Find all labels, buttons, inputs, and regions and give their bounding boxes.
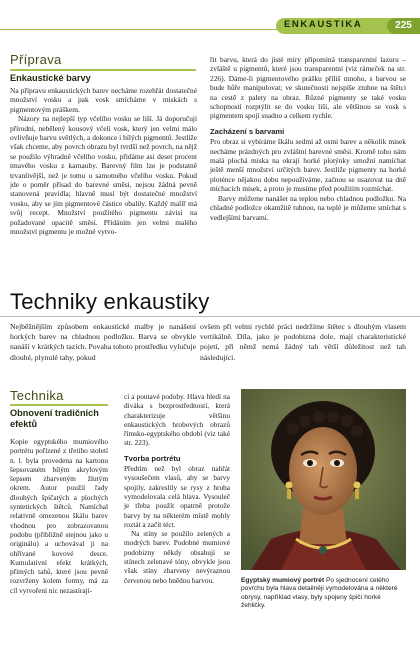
intro-left: Nejběžnějším způsobem enkaustické malby je nanášení horkých barev na chladnou podložku. Barva se obvykle nanáší v krátkých tazích. Povaha tohoto prostředku vylučuje dlouhé, plynulé tahy, pokud [10,322,196,362]
page-number: 225 [387,18,420,34]
subheading-enkausticke-barvy: Enkaustické barvy [10,73,91,83]
intro-right: ovšem při velmi rychlé práci nedržíme štětec s dlouhým vlasem vertikálně. Díla, jako je podobizna dole, mají charakteristické pojetí, při němž nemá žádný tah větší důležitost než tah následující. [200,322,406,362]
paragraph: Názory na nejlepší typ včelího vosku se liší. Já doporučuji přírodní, nebělený kousový včelí vosk, který jen velmi málo ovlivňuje barvu světlých, a dokonce i bílých pigmentů. Jestliže však chceme, aby povrch obrazu byl tvrdší než povrch, na nějž se použilo výhradně včelího vosku, přidáme asi deset procent tmavého vosku z karnauby. Barevný film lze je podstatně trvanlivější, než je tomu u samotného včelího vosku. Pokud jde o poměr přísad do barevné směsi, nejsou žádná pevně stanovená pravidla; hlavně musí být dostatečné množství vosku, aby se jím pigmentové částice obalily. Každý malíř má svůj recept. Množství použitého pigmentu závisí na požadované opacitě směsi. Přidáním jen velmi malého množství pigmentu je možné vytvo- [10,114,197,237]
title-rule [0,316,420,317]
subheading-tvorba-portretu: Tvorba portrétu [124,453,181,463]
technika-column-2 [124,392,230,585]
priprava-column-2 [210,55,406,222]
paragraph: Barvy můžeme nanášet na teplou nebo chladnou podložku. Na chladné podložce okamžitě tuhnou, na teplé je můžeme smíchat s vedlejšími barvami. [210,193,406,222]
section-heading-priprava: Příprava [10,52,62,67]
running-head: ENKAUSTIKA [284,19,363,30]
paragraph: cí a poutavé podoby. Hlava hledí na diváka s bezprostředností, která charakterizuje většinu enkaustických hrobových obrazů římsko-egyptského období (viz také str. 223). [124,392,230,448]
caption-text: Po sjednocení celého povrchu byla hlava detailněji vymodelována a některé obrysy, například vlasy, byly spojeny špičí horké žehličky. [241,577,398,610]
section-rule-priprava [10,69,196,71]
mummy-portrait-image [241,389,406,570]
priprava-column-1 [10,86,197,237]
paragraph: Pro obraz si vybíráme škálu sedmi až osmi barev a několik misek necháme prázdných pro zvláštní barevné směsi. Kromě toho nám malá plochá miska na okraji horké plotýnky umožní namíchat ještě menší množství určitých barev. Jestliže pigmenty na horké ploténce nějakou dobu nepoužíváme, začnou se usazovat na dně míchacích misek, a proto je musíme před použitím rozmíchat. [210,137,406,194]
caption-title: Egyptský mumiový portrét [241,577,325,584]
paragraph: řit barvu, která do jisté míry připomíná transparentní lazuru – zvláště u pigmentů, které jsou transparentní (viz rámeček na str. 226). Dáme-li pigmentového prášku příliš mnoho, s barvou se bude hůře manipulovat; ve skutečnosti nejspíše ztuhne na štětci na cestě z palety na obraz. Různé pigmenty se také vosku schopností rozptýlit se do vosku liší, ale většinou se vosk s pigmentem spojí snadno a celkem rychle. [210,55,406,121]
technika-column-1: Kopie egyptského mumiového portrétu pořízené z třetího století n. l. byla provedena na kartonu šepsovaném bílým akrylovým šepsem zbarveným žlutým okrem. Autor použil řady dlouhých špičatých a plochých syntetických štětců. Namíchal relativně omezenou škálu barev vhodnou pro zobrazovanou podobu (přibližně stejnou jako u originálu) a uchovával ji na ohřívané kovové desce. Kumulativní efekt krátkých, přímých tahů, které jsou pevně rozvrženy kolem formy, má za cíl vytvoření nic nezastírají- [10,437,108,595]
subheading-zachazeni: Zacházení s barvami [210,126,285,136]
page-title: Techniky enkaustiky [10,289,210,314]
paragraph: Předtím než byl obraz nahřát vysoušečem vlasů, aby se barvy spojily, zakreslily se rysy z hruba vymodelovala celá hlava. Vysouleč je třeba použít opatrně protože barvy by na některém místě mohly roztát a začít téct. [124,464,230,529]
paragraph: Na stíny se použilo zelených a modrých barev. Podobné mumiové podobizny někdy obsahují se stínech zelenavé tóny, obvykle jsou však stíny zbarveny nevýraznou červenou nebo hnědou barvou. [124,529,230,585]
subheading-obnoveni: Obnovení tradičních efektů [10,408,99,429]
section-heading-technika: Technika [10,388,64,403]
image-caption [241,577,406,611]
paragraph: Na přípravu enkaustických barev necháme rozehřát dostatečné množství vosku a pak vosk smícháme v miskách s pigmentovým práškem. [10,86,197,114]
section-rule-technika [10,404,108,406]
